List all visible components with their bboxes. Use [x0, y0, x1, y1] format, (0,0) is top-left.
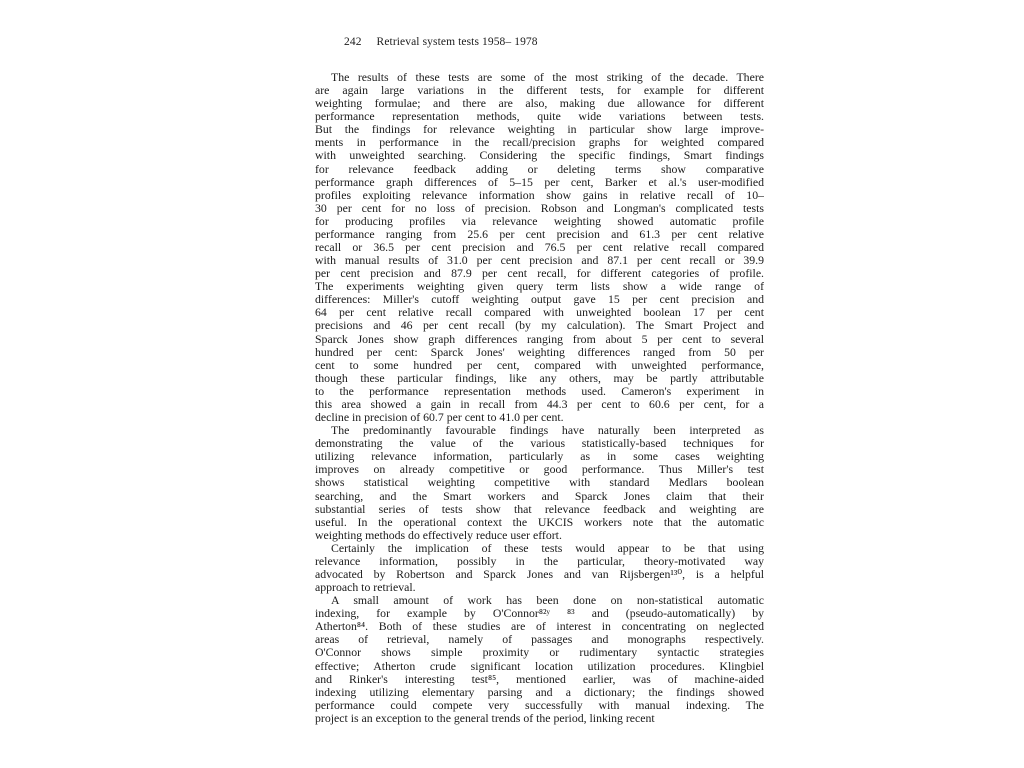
text-line: performance ranging from 25.6 per cent precision and 61.3 per cent relative — [315, 227, 764, 241]
text-line: areas of retrieval, namely of passages and monographs respectively. — [315, 633, 764, 647]
text-line: performance graph differences of 5–15 per cent, Barker et al.'s user-modified — [315, 175, 764, 189]
text-line: effective; Atherton crude significant location utilization procedures. Klingbiel — [315, 659, 764, 673]
text-line: per cent precision and 87.9 per cent recall, for different categories of profile. — [315, 267, 764, 281]
text-line: project is an exception to the general trends of the period, linking recent — [315, 711, 655, 725]
text-line: performance could compete very successfully with manual indexing. The — [315, 698, 764, 712]
text-line: though these particular findings, like any others, may be partly attributable — [315, 371, 764, 385]
text-line: searching, and the Smart workers and Sparck Jones claim that their — [315, 489, 764, 503]
text-line: indexing utilizing elementary parsing and a dictionary; the findings showed — [315, 685, 764, 699]
text-line: with manual results of 31.0 per cent precision and 87.1 per cent recall or 39.9 — [315, 254, 764, 268]
page-number: 242 — [344, 36, 362, 48]
text-line: Sparck Jones show graph differences ranging from about 5 per cent to several — [315, 332, 764, 346]
text-line: advocated by Robertson and Sparck Jones and van Rijsbergen¹³⁰, is a helpful — [315, 567, 764, 581]
text-line: cent to some hundred per cent, compared with unweighted performance, — [315, 358, 764, 372]
running-header — [344, 36, 538, 48]
text-line: 30 per cent for no loss of precision. Robson and Longman's complicated tests — [315, 201, 764, 215]
paragraph — [315, 542, 764, 594]
text-line: The results of these tests are some of the most striking of the decade. There — [331, 71, 764, 84]
text-line: recall or 36.5 per cent precision and 76.5 per cent relative recall compared — [315, 241, 764, 255]
paragraph — [315, 424, 764, 542]
text-line: 64 per cent relative recall compared with unweighted boolean 17 per cent — [315, 306, 764, 320]
text-line: But the findings for relevance weighting in particular show large improve- — [315, 123, 764, 137]
text-line: ments in performance in the recall/precision graphs for weighted compared — [315, 136, 764, 150]
text-line: improves on already competitive or good performance. Thus Miller's test — [315, 463, 764, 477]
text-line: Certainly the implication of these tests would appear to be that using — [331, 541, 764, 555]
text-line: to the performance representation methods used. Cameron's experiment in — [315, 384, 764, 398]
text-line: substantial series of tests show that relevance feedback and weighting are — [315, 502, 764, 516]
paragraph — [315, 594, 764, 725]
text-line: precisions and 46 per cent recall (by my calculation). The Smart Project and — [315, 319, 764, 333]
text-line: demonstrating the value of the various statistically-based techniques for — [315, 437, 764, 451]
text-line: hundred per cent: Sparck Jones' weighting differences ranged from 50 per — [315, 345, 764, 359]
body-text — [315, 71, 764, 725]
text-line: differences: Miller's cutoff weighting output gave 15 per cent precision and — [315, 293, 764, 307]
text-line: weighting formulae; and there are also, making due allowance for different — [315, 97, 764, 111]
text-line: performance representation methods, quite wide variations between tests. — [315, 110, 764, 124]
text-line: for relevance feedback adding or deleting terms show comparative — [315, 162, 764, 176]
text-line: The predominantly favourable findings have naturally been interpreted as — [331, 424, 764, 438]
text-line: utilizing relevance information, particularly as in some cases weighting — [315, 450, 764, 464]
paragraph — [315, 71, 764, 424]
text-line: for producing profiles via relevance weighting showed automatic profile — [315, 214, 764, 228]
running-title: Retrieval system tests 1958– 1978 — [376, 36, 538, 48]
text-line: shows statistical weighting competitive with standard Medlars boolean — [315, 476, 764, 490]
text-line: and Rinker's interesting test⁸⁵, mentioned earlier, was of machine-aided — [315, 672, 764, 686]
text-line: with unweighted searching. Considering the specific findings, Smart findings — [315, 149, 764, 163]
text-line: weighting methods do effectively reduce user effort. — [315, 528, 562, 542]
text-line: A small amount of work has been done on non-statistical automatic — [331, 594, 764, 608]
text-line: this area showed a gain in recall from 44.3 per cent to 60.6 per cent, for a — [315, 397, 764, 411]
text-line: indexing, for example by O'Connor⁸²ʸ ⁸³ and (pseudo-automatically) by — [315, 607, 764, 621]
text-line: are again large variations in the different tests, for example for different — [315, 84, 764, 98]
text-line: decline in precision of 60.7 per cent to 41.0 per cent. — [315, 411, 564, 425]
text-line: relevance information, possibly in the particular, theory-motivated way — [315, 554, 764, 568]
text-line: approach to retrieval. — [315, 581, 416, 595]
text-line: useful. In the operational context the UKCIS workers note that the automatic — [315, 515, 764, 529]
text-line: profiles exploiting relevance information show gains in relative recall of 10– — [315, 188, 764, 202]
text-line: Atherton⁸⁴. Both of these studies are of interest in concentrating on neglected — [315, 620, 764, 634]
text-line: The experiments weighting given query term lists show a wide range of — [315, 280, 764, 294]
text-line: O'Connor shows simple proximity or rudimentary syntactic strategies — [315, 646, 764, 660]
